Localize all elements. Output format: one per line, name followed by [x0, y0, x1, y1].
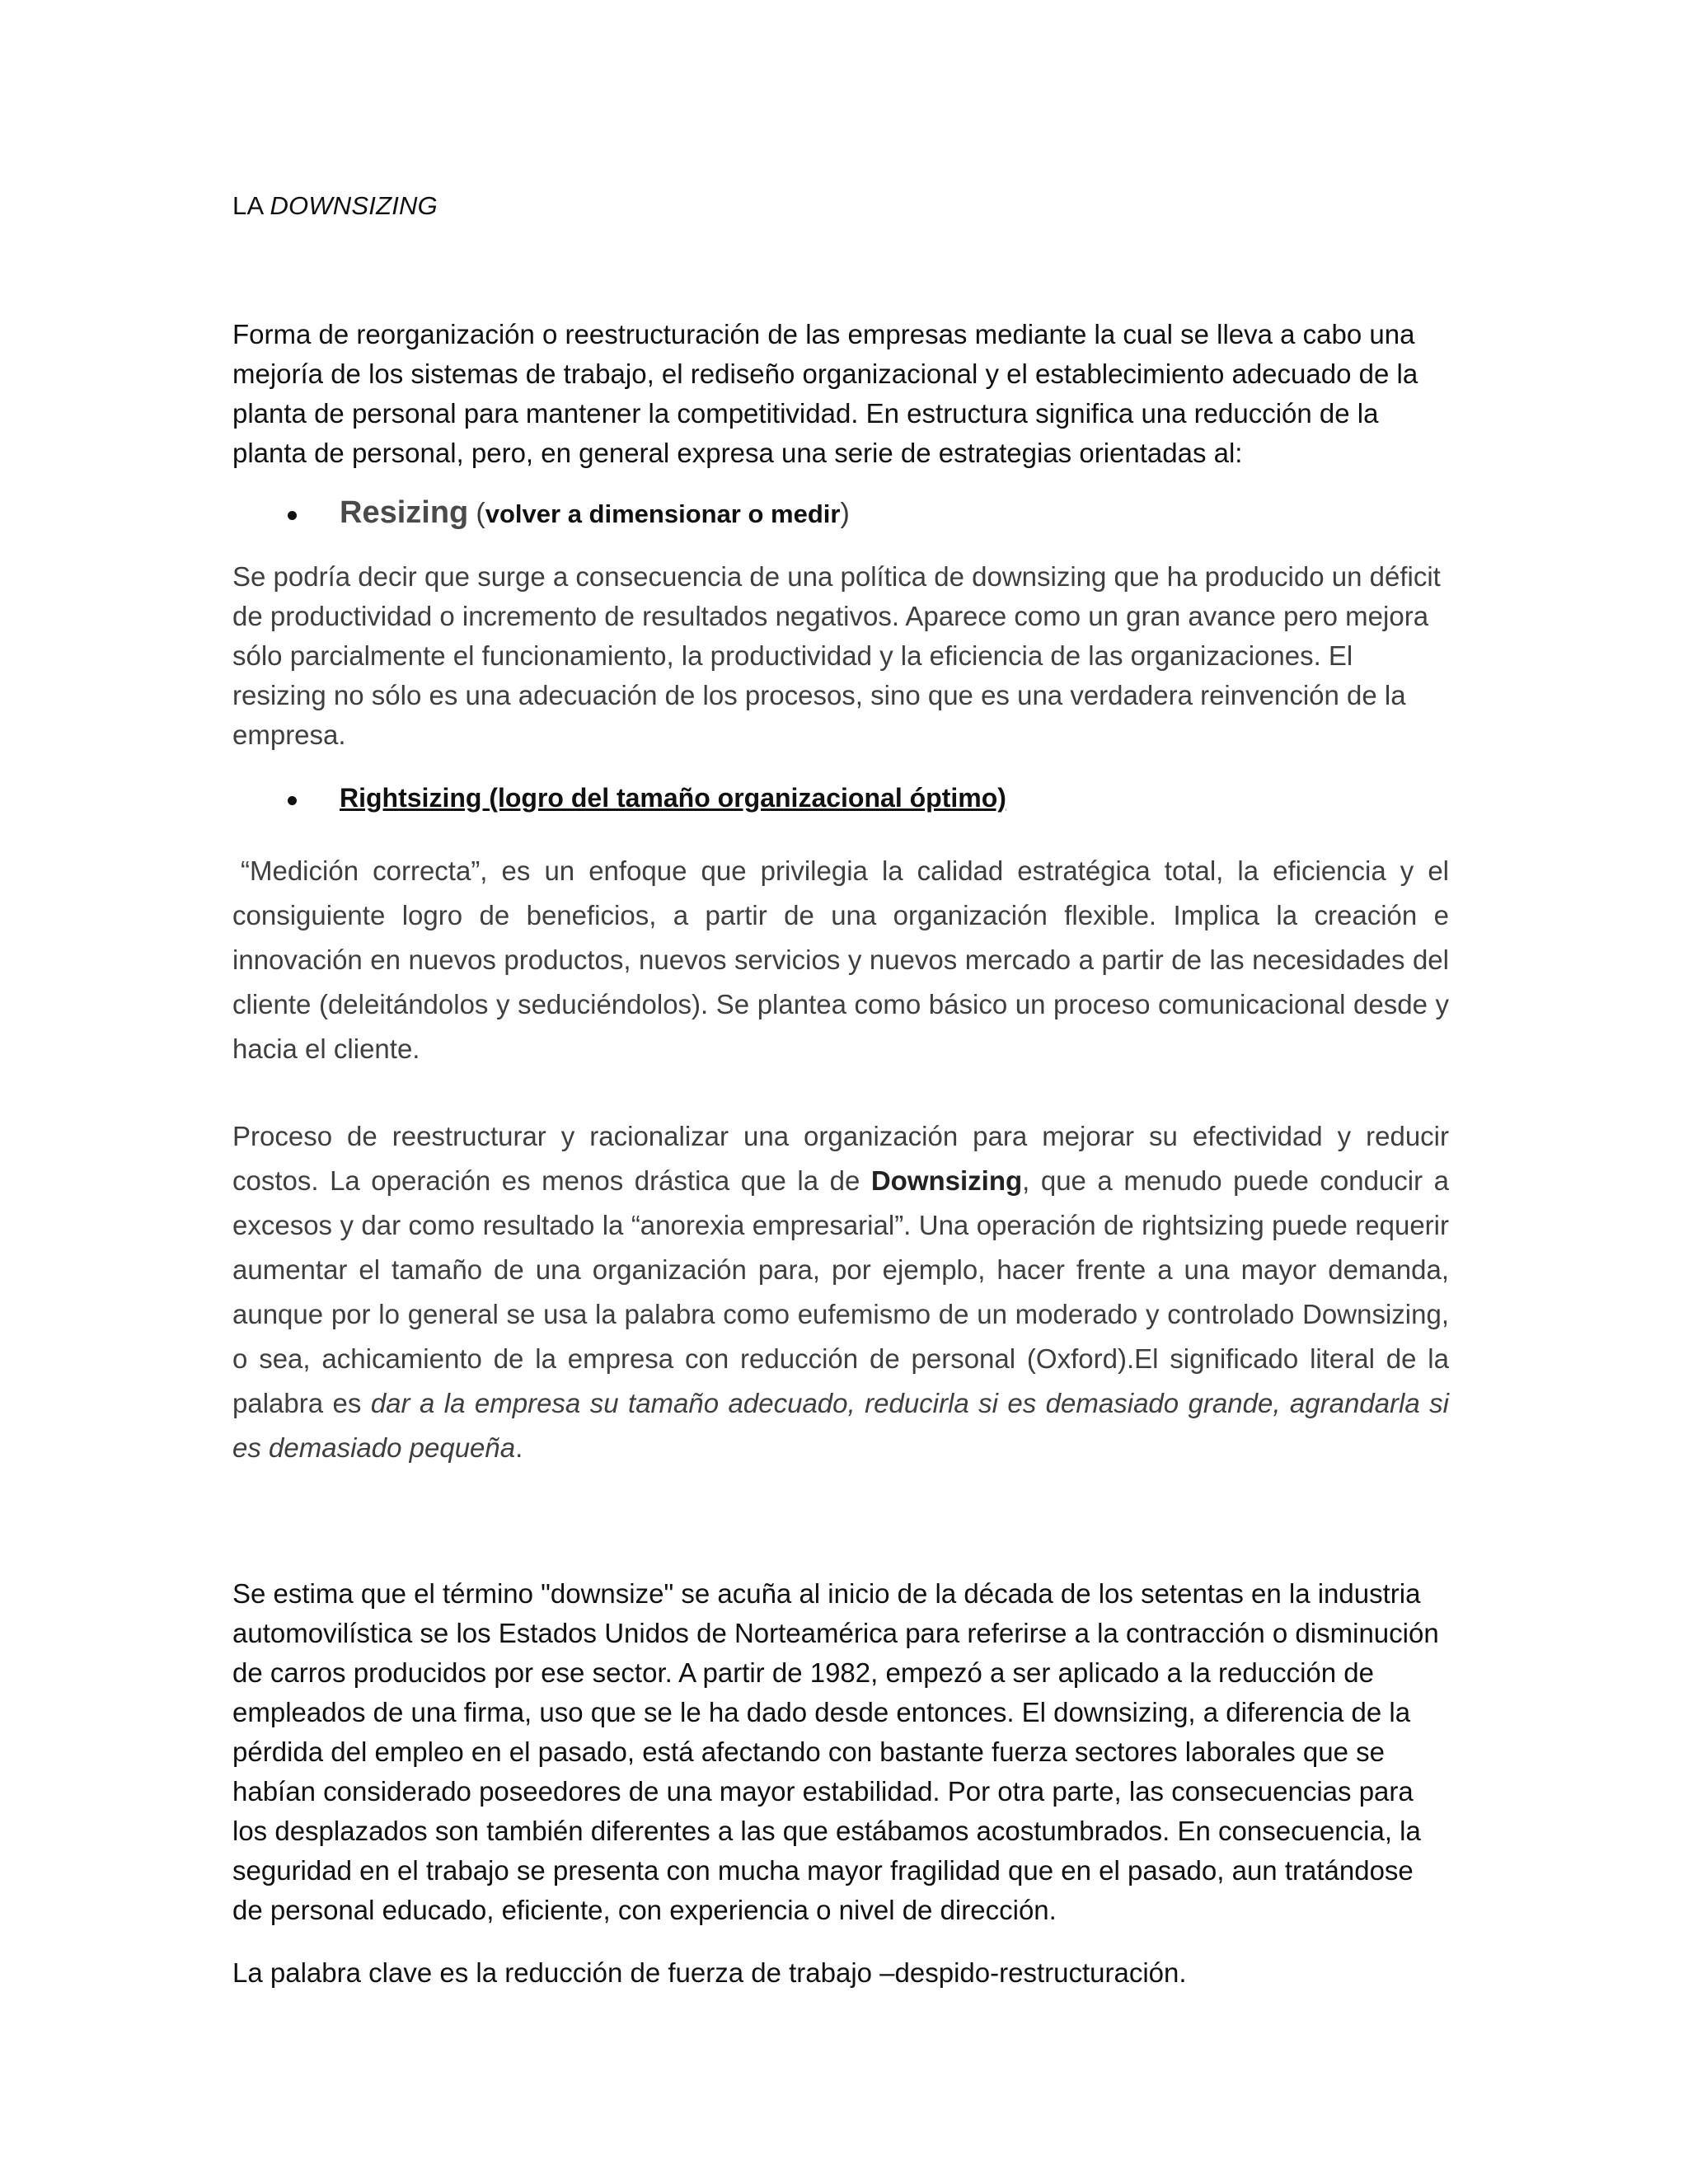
- resizing-paragraph: Se podría decir que surge a consecuencia de una política de downsizing que ha producido un déficit de productividad o incremento de resultados negativos. Aparece como un gran avance pero mejora sólo parcialmente el funcionamiento, la productividad y la eficiencia de las organizaciones. El resizing no sólo es una adecuación de los procesos, sino que es una verdadera reinvención de la empresa.: [232, 561, 1441, 750]
- process-end: .: [515, 1432, 523, 1463]
- process-bold-term: Downsizing: [870, 1165, 1023, 1196]
- bullet-dot-icon: [288, 511, 297, 520]
- rightsizing-paragraph: “Medición correcta”, es un enfoque que privilegia la calidad estratégica total, la eficiencia y el consiguiente logro de beneficios, a partir de una organización flexible. Implica la creación e innovación en nuevos productos, nuevos servicios y nuevos mercado a partir de las necesidades del cliente (deleitándolos y seduciéndolos). Se plantea como básico un proceso comunicacional desde y hacia el cliente.: [232, 855, 1449, 1064]
- process-italic-definition: dar a la empresa su tamaño adecuado, reducirla si es demasiado grande, agrandarla si es demasiado pequeña: [232, 1388, 1449, 1463]
- resizing-description: volver a dimensionar o medir: [485, 499, 841, 528]
- intro-paragraph: Forma de reorganización o reestructuración de las empresas mediante la cual se lleva a cabo una mejoría de los sistemas de trabajo, el rediseño organizacional y el establecimiento adecuado de la planta de personal para mantener la competitividad. En estructura significa una reducción de la planta de personal, pero, en general expresa una serie de estrategias orientadas al:: [232, 319, 1418, 468]
- title-prefix: LA: [232, 191, 263, 220]
- bullet-dot-icon: [288, 796, 297, 805]
- history-paragraph: Se estima que el término "downsize" se acuña al inicio de la década de los setentas en la industria automovilística se los Estados Unidos de Norteamérica para referirse a la contracción o disminución de carros producidos por ese sector. A partir de 1982, empezó a ser aplicado a la reducción de empleados de una firma, uso que se le ha dado desde entonces. El downsizing, a diferencia de la pérdida del empleo en el pasado, está afectando con bastante fuerza sectores laborales que se habían considerado poseedores de una mayor estabilidad. Por otra parte, las consecuencias para los desplazados son también diferentes a las que estábamos acostumbrados. En consecuencia, la seguridad en el trabajo se presenta con mucha mayor fragilidad que en el pasado, aun tratándose de personal educado, eficiente, con experiencia o nivel de dirección.: [232, 1578, 1439, 1925]
- process-text-1: Proceso de reestructurar y racionalizar una organización para mejorar su efectividad y reducir costos. La operación es menos drástica que la de: [232, 1121, 1449, 1196]
- document-title: [232, 191, 438, 221]
- process-text-2: , que a menudo puede conducir a excesos y dar como resultado la “anorexia empresarial”. Una operación de rightsizing puede requerir aumentar el tamaño de una organización para, por ejemplo, hacer frente a una mayor demanda, aunque por lo general se usa la palabra como eufemismo de un moderado y controlado Downsizing, o sea, achicamiento de la empresa con reducción de personal (Oxford).El significado literal de la palabra es: [232, 1165, 1449, 1418]
- process-paragraph: [232, 1114, 1449, 1470]
- closing-paragraph: La palabra clave es la reducción de fuerza de trabajo –despido-restructuración.: [232, 1957, 1187, 1988]
- paren-open: (: [476, 498, 485, 529]
- rightsizing-heading: Rightsizing (logro del tamaño organizacional óptimo): [340, 783, 1006, 813]
- paren-close: ): [840, 498, 850, 529]
- title-emphasis: DOWNSIZING: [270, 191, 438, 220]
- resizing-term: Resizing: [340, 495, 469, 530]
